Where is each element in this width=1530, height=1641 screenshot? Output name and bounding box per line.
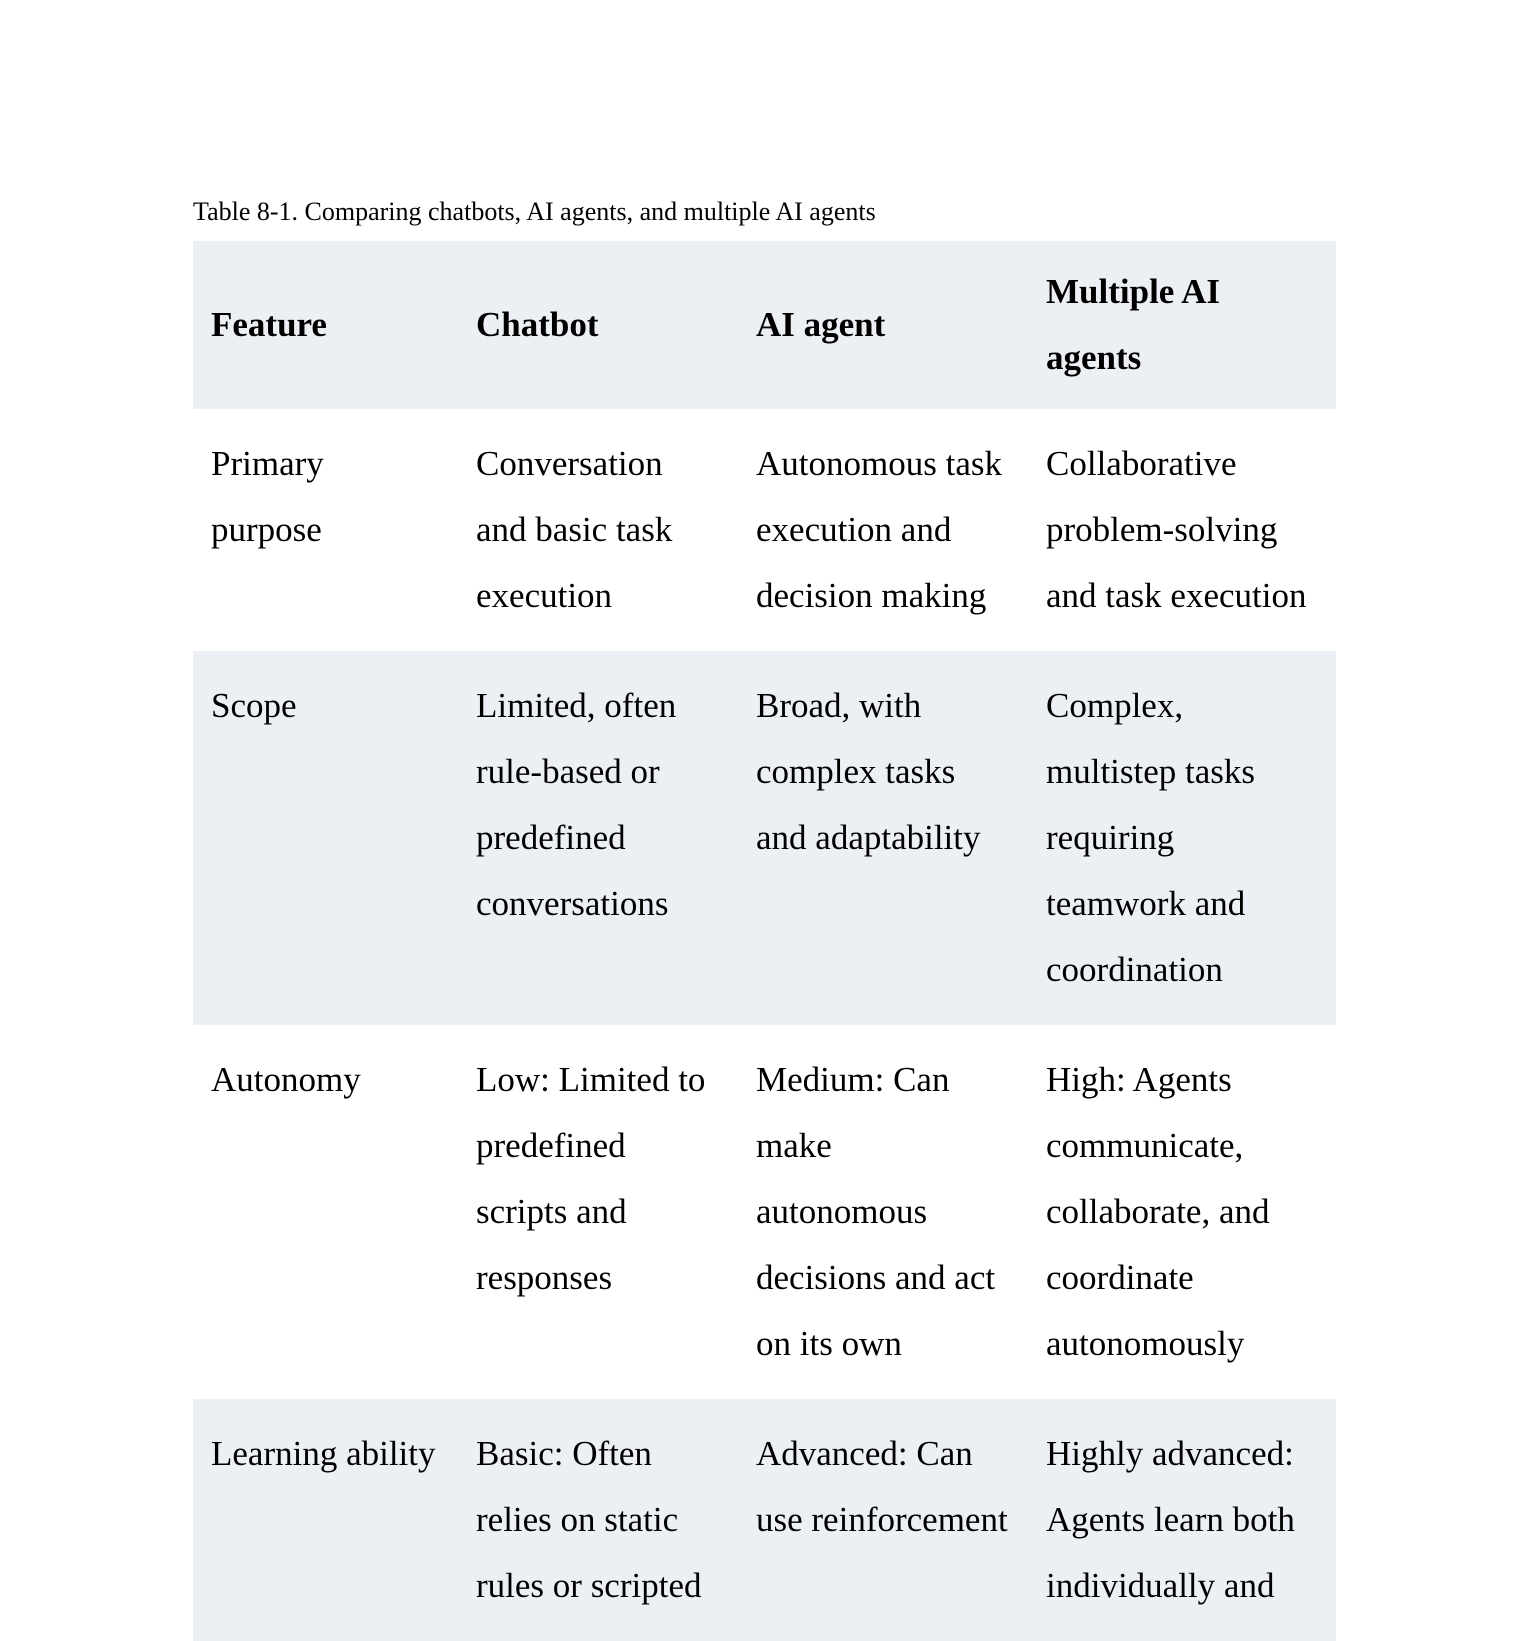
header-chatbot: Chatbot (458, 241, 738, 409)
row-chatbot-cell: Limited, often rule-based or predefined conversations (458, 651, 738, 1025)
comparison-table (193, 241, 1336, 1641)
row-multiple-ai-agents-cell: Collaborative problem-solving and task execution (1028, 409, 1336, 651)
row-ai-agent-cell: Advanced: Can use reinforcement (738, 1399, 1028, 1641)
table-row (193, 1025, 1336, 1399)
table-row (193, 1399, 1336, 1641)
header-feature: Feature (193, 241, 458, 409)
row-feature-cell: Autonomy (193, 1025, 458, 1399)
row-chatbot-cell: Conversation and basic task execution (458, 409, 738, 651)
row-chatbot-cell: Basic: Often relies on static rules or scripted (458, 1399, 738, 1641)
header-ai-agent: AI agent (738, 241, 1028, 409)
header-multiple-ai-agents: Multiple AI agents (1028, 241, 1336, 409)
row-ai-agent-cell: Medium: Can make autonomous decisions and act on its own (738, 1025, 1028, 1399)
row-feature-cell: Learning ability (193, 1399, 458, 1641)
table-header-row (193, 241, 1336, 409)
row-multiple-ai-agents-cell: Complex, multistep tasks requiring teamwork and coordination (1028, 651, 1336, 1025)
row-ai-agent-cell: Autonomous task execution and decision making (738, 409, 1028, 651)
row-feature-cell: Primary purpose (193, 409, 458, 651)
row-chatbot-cell: Low: Limited to predefined scripts and responses (458, 1025, 738, 1399)
document-page (193, 195, 1336, 1641)
row-multiple-ai-agents-cell: Highly advanced: Agents learn both individually and (1028, 1399, 1336, 1641)
table-row (193, 409, 1336, 651)
row-feature-cell: Scope (193, 651, 458, 1025)
table-row (193, 651, 1336, 1025)
row-multiple-ai-agents-cell: High: Agents communicate, collaborate, and coordinate autonomously (1028, 1025, 1336, 1399)
table-caption: Table 8-1. Comparing chatbots, AI agents, and multiple AI agents (193, 197, 876, 226)
row-ai-agent-cell: Broad, with complex tasks and adaptability (738, 651, 1028, 1025)
